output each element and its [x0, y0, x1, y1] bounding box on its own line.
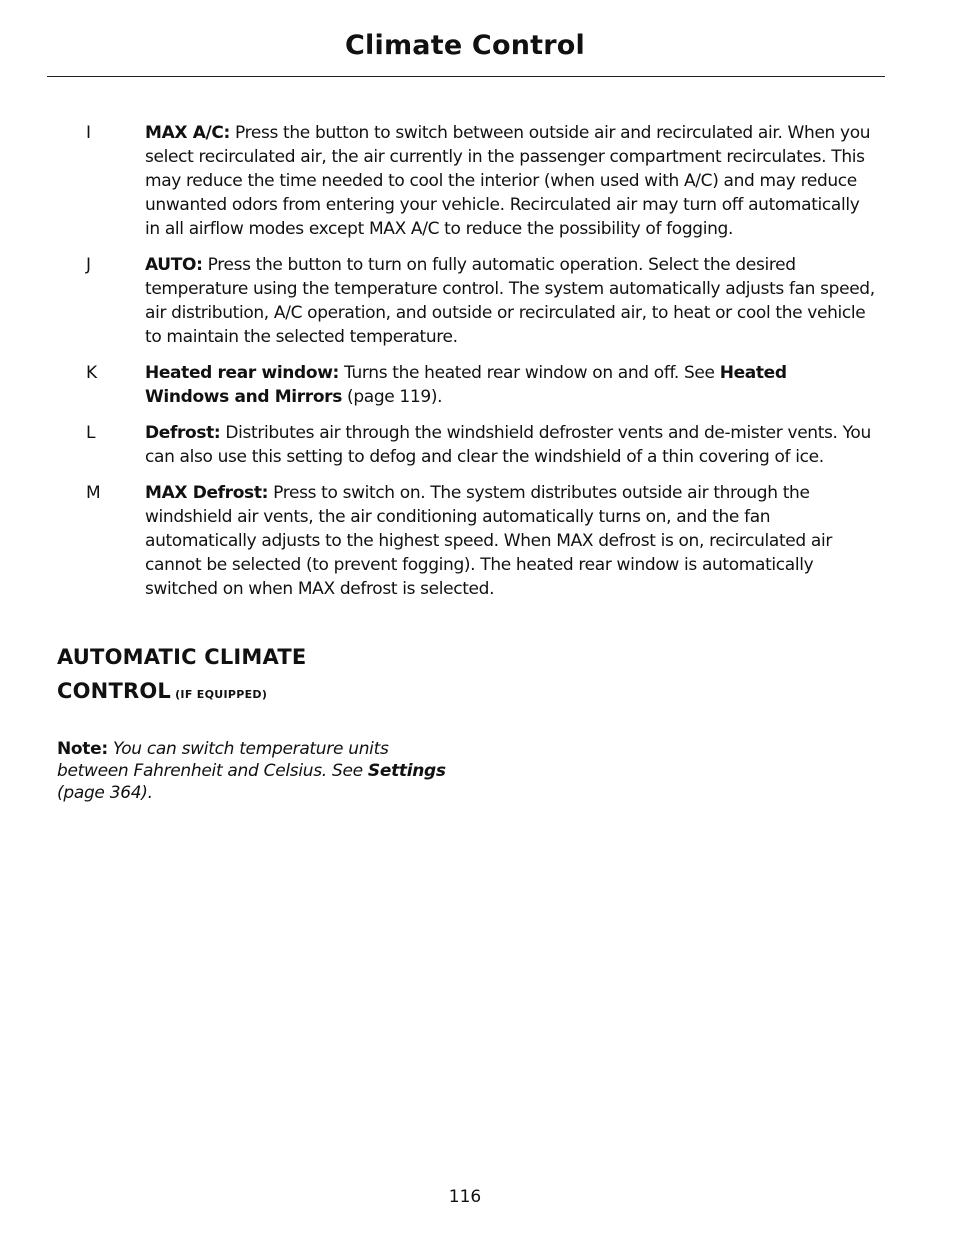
item-description: [145, 361, 875, 409]
item-text: Turns the heated rear window on and off. See: [339, 363, 720, 383]
item-key: K: [86, 363, 98, 383]
note-paragraph: [57, 738, 457, 804]
section-heading-line2: CONTROL: [57, 679, 171, 703]
note-label: Note:: [57, 739, 108, 759]
item-description: [145, 481, 875, 601]
legend-item-max-ac: [0, 121, 960, 241]
section-heading-qualifier: (IF EQUIPPED): [170, 688, 268, 701]
item-description: [145, 421, 875, 469]
item-key: M: [86, 483, 101, 503]
item-text: Press the button to switch between outside air and recirculated air. When you select recirculated air, the air currently in the passenger compartment recirculates. This may reduce the time needed to cool the interior (when used with A/C) and may reduce unwanted odors from entering your vehicle. Recirculated air may turn off automatically in all airflow modes except MAX A/C to reduce the possibility of fogging.: [145, 123, 871, 239]
item-description: [145, 121, 875, 241]
item-page-reference: (page 119).: [341, 387, 443, 407]
item-term: MAX Defrost:: [145, 483, 269, 503]
legend-item-auto: [0, 253, 960, 349]
note-text: You can switch temperature units between Fahrenheit and Celsius. See: [57, 739, 389, 781]
title-divider: [47, 76, 885, 77]
item-text: Press the button to turn on fully automatic operation. Select the desired temperature using the temperature control. The system automatically adjusts fan speed, air distribution, A/C operation, and outside or recirculated air, to heat or cool the vehicle to maintain the selected temperature.: [145, 255, 875, 347]
item-description: [145, 253, 875, 349]
item-text: Press to switch on. The system distributes outside air through the windshield air vents, the air conditioning automatically turns on, and the fan automatically adjusts to the highest speed. When MAX defrost is on, recirculated air cannot be selected (to prevent fogging). The heated rear window is automatically switched on when MAX defrost is selected.: [145, 483, 832, 599]
automatic-climate-control-section: [57, 640, 457, 804]
section-heading: [57, 640, 457, 712]
note-page-reference: (page 364).: [57, 783, 153, 803]
section-heading-line1: AUTOMATIC CLIMATE: [57, 645, 307, 669]
cross-reference-link[interactable]: Heated Windows and Mirrors: [145, 363, 787, 407]
legend-item-defrost: [0, 421, 960, 469]
legend-item-max-defrost: [0, 481, 960, 601]
item-term: Defrost:: [145, 423, 221, 443]
settings-cross-reference-link[interactable]: Settings: [367, 761, 446, 781]
page-number: 116: [448, 1187, 482, 1207]
item-text: Distributes air through the windshield defroster vents and de-mister vents. You can also use this setting to defog and clear the windshield of a thin covering of ice.: [145, 423, 871, 467]
item-key: J: [86, 255, 92, 275]
item-term: Heated rear window:: [145, 363, 339, 383]
legend-item-heated-rear-window: [0, 361, 960, 409]
page-title: Climate Control: [345, 30, 585, 61]
item-key: I: [86, 123, 92, 143]
legend-item-list: [0, 121, 960, 613]
item-key: L: [86, 423, 96, 443]
item-term: MAX A/C:: [145, 123, 230, 143]
item-term: AUTO:: [145, 255, 203, 275]
